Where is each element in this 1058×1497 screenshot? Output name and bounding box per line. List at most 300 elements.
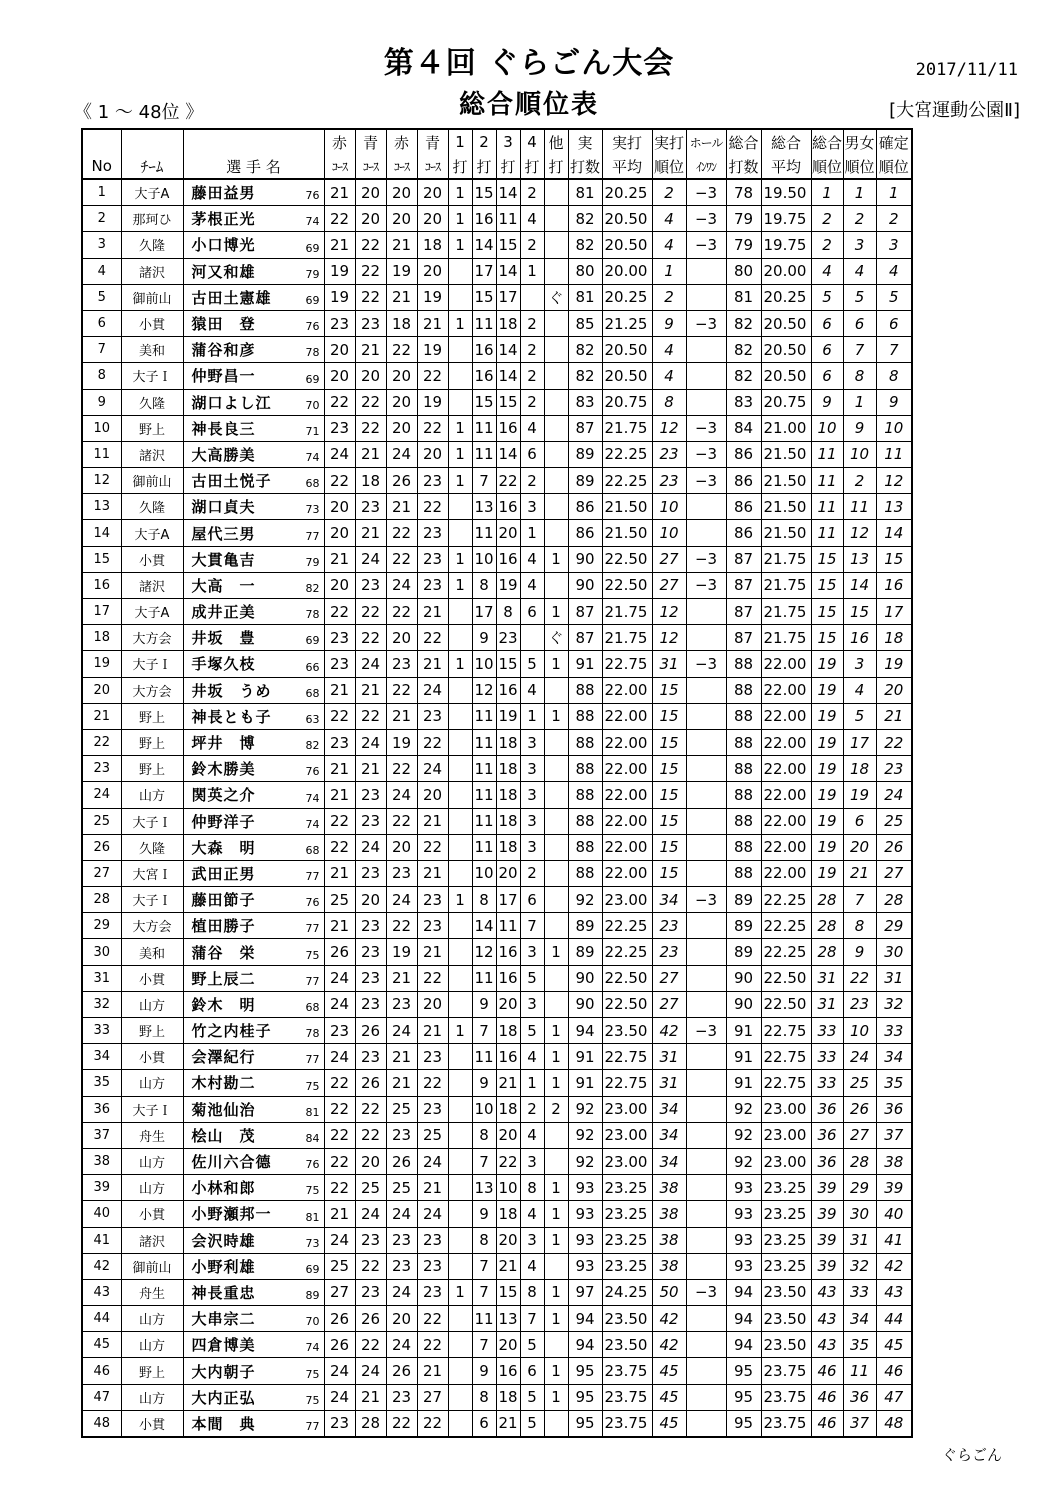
data-cell: 1 [544, 1018, 568, 1044]
data-cell: 22 [324, 206, 355, 232]
row-no: 17 [82, 599, 121, 625]
data-cell: 10 [496, 1175, 520, 1201]
data-cell: 24.25 [602, 1279, 652, 1305]
data-cell: 23 [324, 1410, 355, 1437]
row-no: 8 [82, 363, 121, 389]
data-cell: 22.00 [602, 834, 652, 860]
row-no: 13 [82, 494, 121, 520]
data-cell: 95 [726, 1410, 761, 1437]
data-cell: 87 [568, 625, 602, 651]
data-cell: 28 [876, 887, 912, 913]
data-cell: 9 [472, 625, 496, 651]
data-cell: 20.50 [761, 363, 811, 389]
data-cell [448, 520, 472, 546]
row-no: 7 [82, 337, 121, 363]
data-cell: 15 [811, 546, 843, 572]
data-cell: 79 [726, 232, 761, 258]
player-cell [183, 1306, 324, 1332]
player-name: 茅根正光 [191, 210, 256, 229]
data-cell: 21 [417, 310, 448, 336]
player-name: 藤田節子 [191, 891, 256, 910]
data-cell: 1 [544, 1227, 568, 1253]
data-cell: 23 [496, 625, 520, 651]
data-cell: 44 [876, 1306, 912, 1332]
data-cell [686, 860, 726, 886]
data-cell: 95 [726, 1384, 761, 1410]
row-no: 11 [82, 441, 121, 467]
data-cell: 7 [843, 337, 876, 363]
data-cell: 19 [811, 808, 843, 834]
player-cell [183, 625, 324, 651]
data-cell: 24 [355, 1358, 386, 1384]
data-cell: 21.50 [761, 494, 811, 520]
data-cell: 88 [568, 677, 602, 703]
header-bottom-cell: 打 [544, 154, 568, 179]
player-cell [183, 703, 324, 729]
data-cell: 22 [324, 703, 355, 729]
data-cell: 21 [386, 703, 417, 729]
table-row [82, 363, 912, 389]
player-name: 小口博光 [191, 236, 256, 255]
data-cell: 33 [843, 1279, 876, 1305]
player-cell [183, 991, 324, 1017]
data-cell [448, 782, 472, 808]
data-cell: 22.75 [602, 1044, 652, 1070]
data-cell: 28 [811, 913, 843, 939]
data-cell: 14 [496, 179, 520, 206]
data-cell [544, 494, 568, 520]
data-cell [448, 1253, 472, 1279]
player-cell [183, 310, 324, 336]
data-cell: 21.75 [761, 572, 811, 598]
data-cell: 1 [448, 232, 472, 258]
data-cell [544, 206, 568, 232]
data-cell: 4 [520, 1122, 544, 1148]
data-cell [544, 310, 568, 336]
player-cell [183, 1201, 324, 1227]
row-no: 46 [82, 1358, 121, 1384]
data-cell: 23 [355, 1227, 386, 1253]
data-cell: 22 [386, 1410, 417, 1437]
data-cell: 17 [496, 887, 520, 913]
data-cell: 20.75 [761, 389, 811, 415]
table-row [82, 677, 912, 703]
data-cell: 22 [324, 1122, 355, 1148]
data-cell: 24 [386, 782, 417, 808]
data-cell: 26 [324, 1306, 355, 1332]
player-age: 69 [305, 241, 320, 255]
data-cell [686, 284, 726, 310]
row-no: 39 [82, 1175, 121, 1201]
data-cell: 5 [843, 284, 876, 310]
data-cell: 1 [448, 468, 472, 494]
player-age: 75 [305, 948, 320, 962]
data-cell: 31 [652, 1044, 686, 1070]
row-no: 19 [82, 651, 121, 677]
data-cell [686, 913, 726, 939]
data-cell: 11 [472, 729, 496, 755]
data-cell: 20 [324, 337, 355, 363]
data-cell: 23.50 [761, 1332, 811, 1358]
data-cell: 5 [843, 703, 876, 729]
data-cell: 43 [876, 1279, 912, 1305]
data-cell: 9 [843, 939, 876, 965]
data-cell: 4 [520, 415, 544, 441]
data-cell: 92 [568, 1148, 602, 1174]
table-row [82, 1358, 912, 1384]
data-cell: 16 [472, 363, 496, 389]
table-row [82, 1122, 912, 1148]
data-cell: 21 [386, 1044, 417, 1070]
data-cell: 20.00 [761, 258, 811, 284]
data-cell: 18 [496, 1096, 520, 1122]
row-no: 26 [82, 834, 121, 860]
data-cell: 24 [386, 1332, 417, 1358]
data-cell [544, 887, 568, 913]
data-cell: 91 [568, 651, 602, 677]
data-cell: 95 [568, 1358, 602, 1384]
data-cell: 11 [876, 441, 912, 467]
data-cell: 7 [520, 1306, 544, 1332]
data-cell: 90 [726, 965, 761, 991]
header-top-cell: 赤 [386, 129, 417, 154]
data-cell: 9 [652, 310, 686, 336]
player-cell [183, 599, 324, 625]
data-cell: 88 [568, 729, 602, 755]
header-bottom-cell: 平均 [761, 154, 811, 179]
data-cell: 19 [417, 284, 448, 310]
data-cell [544, 1253, 568, 1279]
data-cell [686, 1044, 726, 1070]
data-cell: 6 [520, 599, 544, 625]
data-cell: 20.50 [602, 363, 652, 389]
data-cell: 20 [386, 179, 417, 206]
data-cell: 24 [355, 1201, 386, 1227]
data-cell: 23 [876, 756, 912, 782]
table-row [82, 1175, 912, 1201]
data-cell: 10 [652, 494, 686, 520]
data-cell: 22 [324, 599, 355, 625]
data-cell: 1 [843, 389, 876, 415]
data-cell: 2 [544, 1096, 568, 1122]
data-cell [544, 468, 568, 494]
data-cell: 22 [324, 834, 355, 860]
player-name: 仲野洋子 [191, 812, 256, 831]
data-cell: 21 [496, 1410, 520, 1437]
data-cell [448, 677, 472, 703]
data-cell: 11 [472, 441, 496, 467]
player-name: 鈴木勝美 [191, 760, 256, 779]
data-cell [686, 520, 726, 546]
data-cell: 10 [472, 860, 496, 886]
data-cell: 93 [568, 1253, 602, 1279]
player-cell [183, 572, 324, 598]
player-age: 77 [305, 922, 320, 936]
data-cell: 21 [417, 1358, 448, 1384]
data-cell: 4 [843, 677, 876, 703]
data-cell: 81 [568, 284, 602, 310]
data-cell: 23 [386, 651, 417, 677]
row-no: 34 [82, 1044, 121, 1070]
data-cell [544, 860, 568, 886]
player-name: 桧山 茂 [191, 1126, 256, 1145]
row-no: 6 [82, 310, 121, 336]
data-cell: 20 [355, 206, 386, 232]
data-cell: 24 [386, 1279, 417, 1305]
data-cell: 4 [520, 546, 544, 572]
player-name: 小林和郎 [191, 1179, 256, 1198]
data-cell: 8 [520, 1175, 544, 1201]
player-name: 大内正弘 [191, 1388, 256, 1407]
data-cell: 16 [496, 1044, 520, 1070]
data-cell: 23 [355, 991, 386, 1017]
data-cell: 23.25 [761, 1227, 811, 1253]
data-cell: 15 [652, 677, 686, 703]
data-cell: 2 [520, 310, 544, 336]
data-cell: 14 [496, 337, 520, 363]
data-cell: 36 [876, 1096, 912, 1122]
team-name: 野上 [121, 703, 183, 729]
player-age: 75 [305, 1367, 320, 1381]
data-cell: 23 [652, 939, 686, 965]
data-cell: 1 [544, 1044, 568, 1070]
data-cell: 88 [726, 834, 761, 860]
data-cell: 11 [472, 782, 496, 808]
data-cell: 24 [355, 729, 386, 755]
data-cell: 14 [472, 913, 496, 939]
data-cell: 21 [324, 677, 355, 703]
data-cell: 22 [417, 729, 448, 755]
data-cell: 26 [386, 1148, 417, 1174]
data-cell: 86 [726, 468, 761, 494]
data-cell: 9 [472, 1070, 496, 1096]
player-cell [183, 1175, 324, 1201]
data-cell: 25 [417, 1122, 448, 1148]
team-name: 野上 [121, 756, 183, 782]
header-top-cell [82, 129, 121, 154]
data-cell: 4 [520, 1201, 544, 1227]
player-name: 大高 一 [191, 576, 256, 595]
data-cell: 22 [355, 599, 386, 625]
table-row [82, 625, 912, 651]
player-name: 本間 典 [191, 1414, 256, 1433]
data-cell: 23 [355, 494, 386, 520]
data-cell: 8 [652, 389, 686, 415]
player-age: 74 [305, 1341, 320, 1355]
data-cell: 23 [324, 1018, 355, 1044]
data-cell: 23 [417, 703, 448, 729]
data-cell: 20 [417, 991, 448, 1017]
data-cell [686, 991, 726, 1017]
data-cell: 17 [876, 599, 912, 625]
data-cell: 22 [386, 337, 417, 363]
data-cell: 22.50 [761, 991, 811, 1017]
player-cell [183, 468, 324, 494]
data-cell: 14 [843, 572, 876, 598]
table-row [82, 756, 912, 782]
header-top-cell: 4 [520, 129, 544, 154]
data-cell: 7 [472, 468, 496, 494]
data-cell: 95 [726, 1358, 761, 1384]
data-cell: 39 [811, 1201, 843, 1227]
data-cell: 90 [568, 572, 602, 598]
data-cell: 22.50 [602, 991, 652, 1017]
header-bottom-cell: 順位 [652, 154, 686, 179]
row-no: 42 [82, 1253, 121, 1279]
player-name: 仲野昌一 [191, 367, 256, 386]
data-cell: 27 [324, 1279, 355, 1305]
data-cell: 2 [520, 389, 544, 415]
data-cell: 82 [726, 363, 761, 389]
data-cell: 6 [811, 363, 843, 389]
data-cell: 20.75 [602, 389, 652, 415]
data-cell [544, 991, 568, 1017]
header-bottom-cell: 選 手 名 [183, 154, 324, 179]
table-row [82, 1044, 912, 1070]
data-cell: 1 [544, 1201, 568, 1227]
data-cell [544, 729, 568, 755]
data-cell: 19 [417, 337, 448, 363]
data-cell [448, 599, 472, 625]
player-cell [183, 939, 324, 965]
data-cell: 94 [568, 1332, 602, 1358]
data-cell [686, 258, 726, 284]
player-age: 70 [305, 398, 320, 412]
table-row [82, 991, 912, 1017]
data-cell: 1 [652, 258, 686, 284]
data-cell: 21.50 [761, 468, 811, 494]
player-age: 69 [305, 634, 320, 648]
data-cell: 22.25 [602, 468, 652, 494]
data-cell [544, 834, 568, 860]
data-cell: 82 [568, 363, 602, 389]
data-cell: 22 [386, 599, 417, 625]
data-cell: 7 [472, 1279, 496, 1305]
data-cell: 22 [417, 834, 448, 860]
data-cell: 7 [472, 1148, 496, 1174]
data-cell: 26 [386, 1358, 417, 1384]
team-name: 山方 [121, 1332, 183, 1358]
data-cell: −3 [686, 415, 726, 441]
data-cell: 3 [520, 991, 544, 1017]
data-cell: 19.50 [761, 179, 811, 206]
data-cell: 23.25 [602, 1201, 652, 1227]
data-cell: 24 [324, 441, 355, 467]
data-cell: 15 [496, 651, 520, 677]
team-name: 舟生 [121, 1279, 183, 1305]
data-cell: 23 [417, 1227, 448, 1253]
data-cell: −3 [686, 1018, 726, 1044]
data-cell: 1 [544, 599, 568, 625]
data-cell: 22.00 [761, 729, 811, 755]
data-cell: 16 [496, 939, 520, 965]
data-cell: 8 [472, 1122, 496, 1148]
data-cell [686, 703, 726, 729]
data-cell [448, 808, 472, 834]
data-cell: 10 [472, 1096, 496, 1122]
team-name: 大子A [121, 520, 183, 546]
data-cell: 23 [417, 913, 448, 939]
data-cell: −3 [686, 546, 726, 572]
data-cell: 88 [568, 834, 602, 860]
data-cell: 20 [386, 415, 417, 441]
player-age: 68 [305, 477, 320, 491]
data-cell: 15 [652, 756, 686, 782]
data-cell: 13 [876, 494, 912, 520]
data-cell: 23 [417, 468, 448, 494]
data-cell [544, 415, 568, 441]
data-cell: 88 [726, 703, 761, 729]
data-cell: 93 [726, 1227, 761, 1253]
data-cell: 22.00 [761, 834, 811, 860]
player-age: 81 [305, 1105, 320, 1119]
data-cell: 92 [568, 1096, 602, 1122]
data-cell: 22.00 [761, 756, 811, 782]
data-cell: 23.25 [602, 1253, 652, 1279]
data-cell: 11 [472, 415, 496, 441]
data-cell: 23 [417, 520, 448, 546]
player-name: 成井正美 [191, 603, 256, 622]
data-cell: 39 [811, 1253, 843, 1279]
player-name: 大高勝美 [191, 445, 256, 464]
data-cell: 20 [386, 363, 417, 389]
data-cell: 88 [726, 677, 761, 703]
data-cell: 6 [843, 310, 876, 336]
table-row [82, 337, 912, 363]
player-cell [183, 651, 324, 677]
row-no: 38 [82, 1148, 121, 1174]
header-row-top [82, 129, 912, 154]
data-cell: 88 [726, 808, 761, 834]
data-cell: 1 [448, 310, 472, 336]
header-top-cell: 実打 [652, 129, 686, 154]
data-cell: 15 [652, 860, 686, 886]
team-name: 久隆 [121, 834, 183, 860]
data-cell: 21 [386, 284, 417, 310]
data-cell: 22.50 [761, 965, 811, 991]
data-cell: 24 [324, 1044, 355, 1070]
data-cell [544, 572, 568, 598]
row-no: 1 [82, 179, 121, 206]
data-cell: 23 [355, 913, 386, 939]
player-cell [183, 415, 324, 441]
data-cell: 93 [568, 1227, 602, 1253]
table-row [82, 494, 912, 520]
row-no: 10 [82, 415, 121, 441]
player-age: 82 [305, 739, 320, 753]
data-cell [448, 1227, 472, 1253]
data-cell: 23 [355, 572, 386, 598]
team-name: 野上 [121, 415, 183, 441]
data-cell: 20 [324, 520, 355, 546]
data-cell: 6 [811, 310, 843, 336]
data-cell: 9 [472, 1358, 496, 1384]
data-cell: 21.00 [761, 415, 811, 441]
data-cell: 90 [726, 991, 761, 1017]
data-cell: 1 [843, 179, 876, 206]
data-cell [448, 1306, 472, 1332]
data-cell [686, 1175, 726, 1201]
data-cell: 37 [843, 1410, 876, 1437]
data-cell: 10 [652, 520, 686, 546]
table-row [82, 1096, 912, 1122]
data-cell: 11 [811, 441, 843, 467]
data-cell [544, 363, 568, 389]
data-cell: 15 [652, 782, 686, 808]
data-cell: 20 [876, 677, 912, 703]
data-cell: 18 [355, 468, 386, 494]
data-cell: 19 [496, 703, 520, 729]
